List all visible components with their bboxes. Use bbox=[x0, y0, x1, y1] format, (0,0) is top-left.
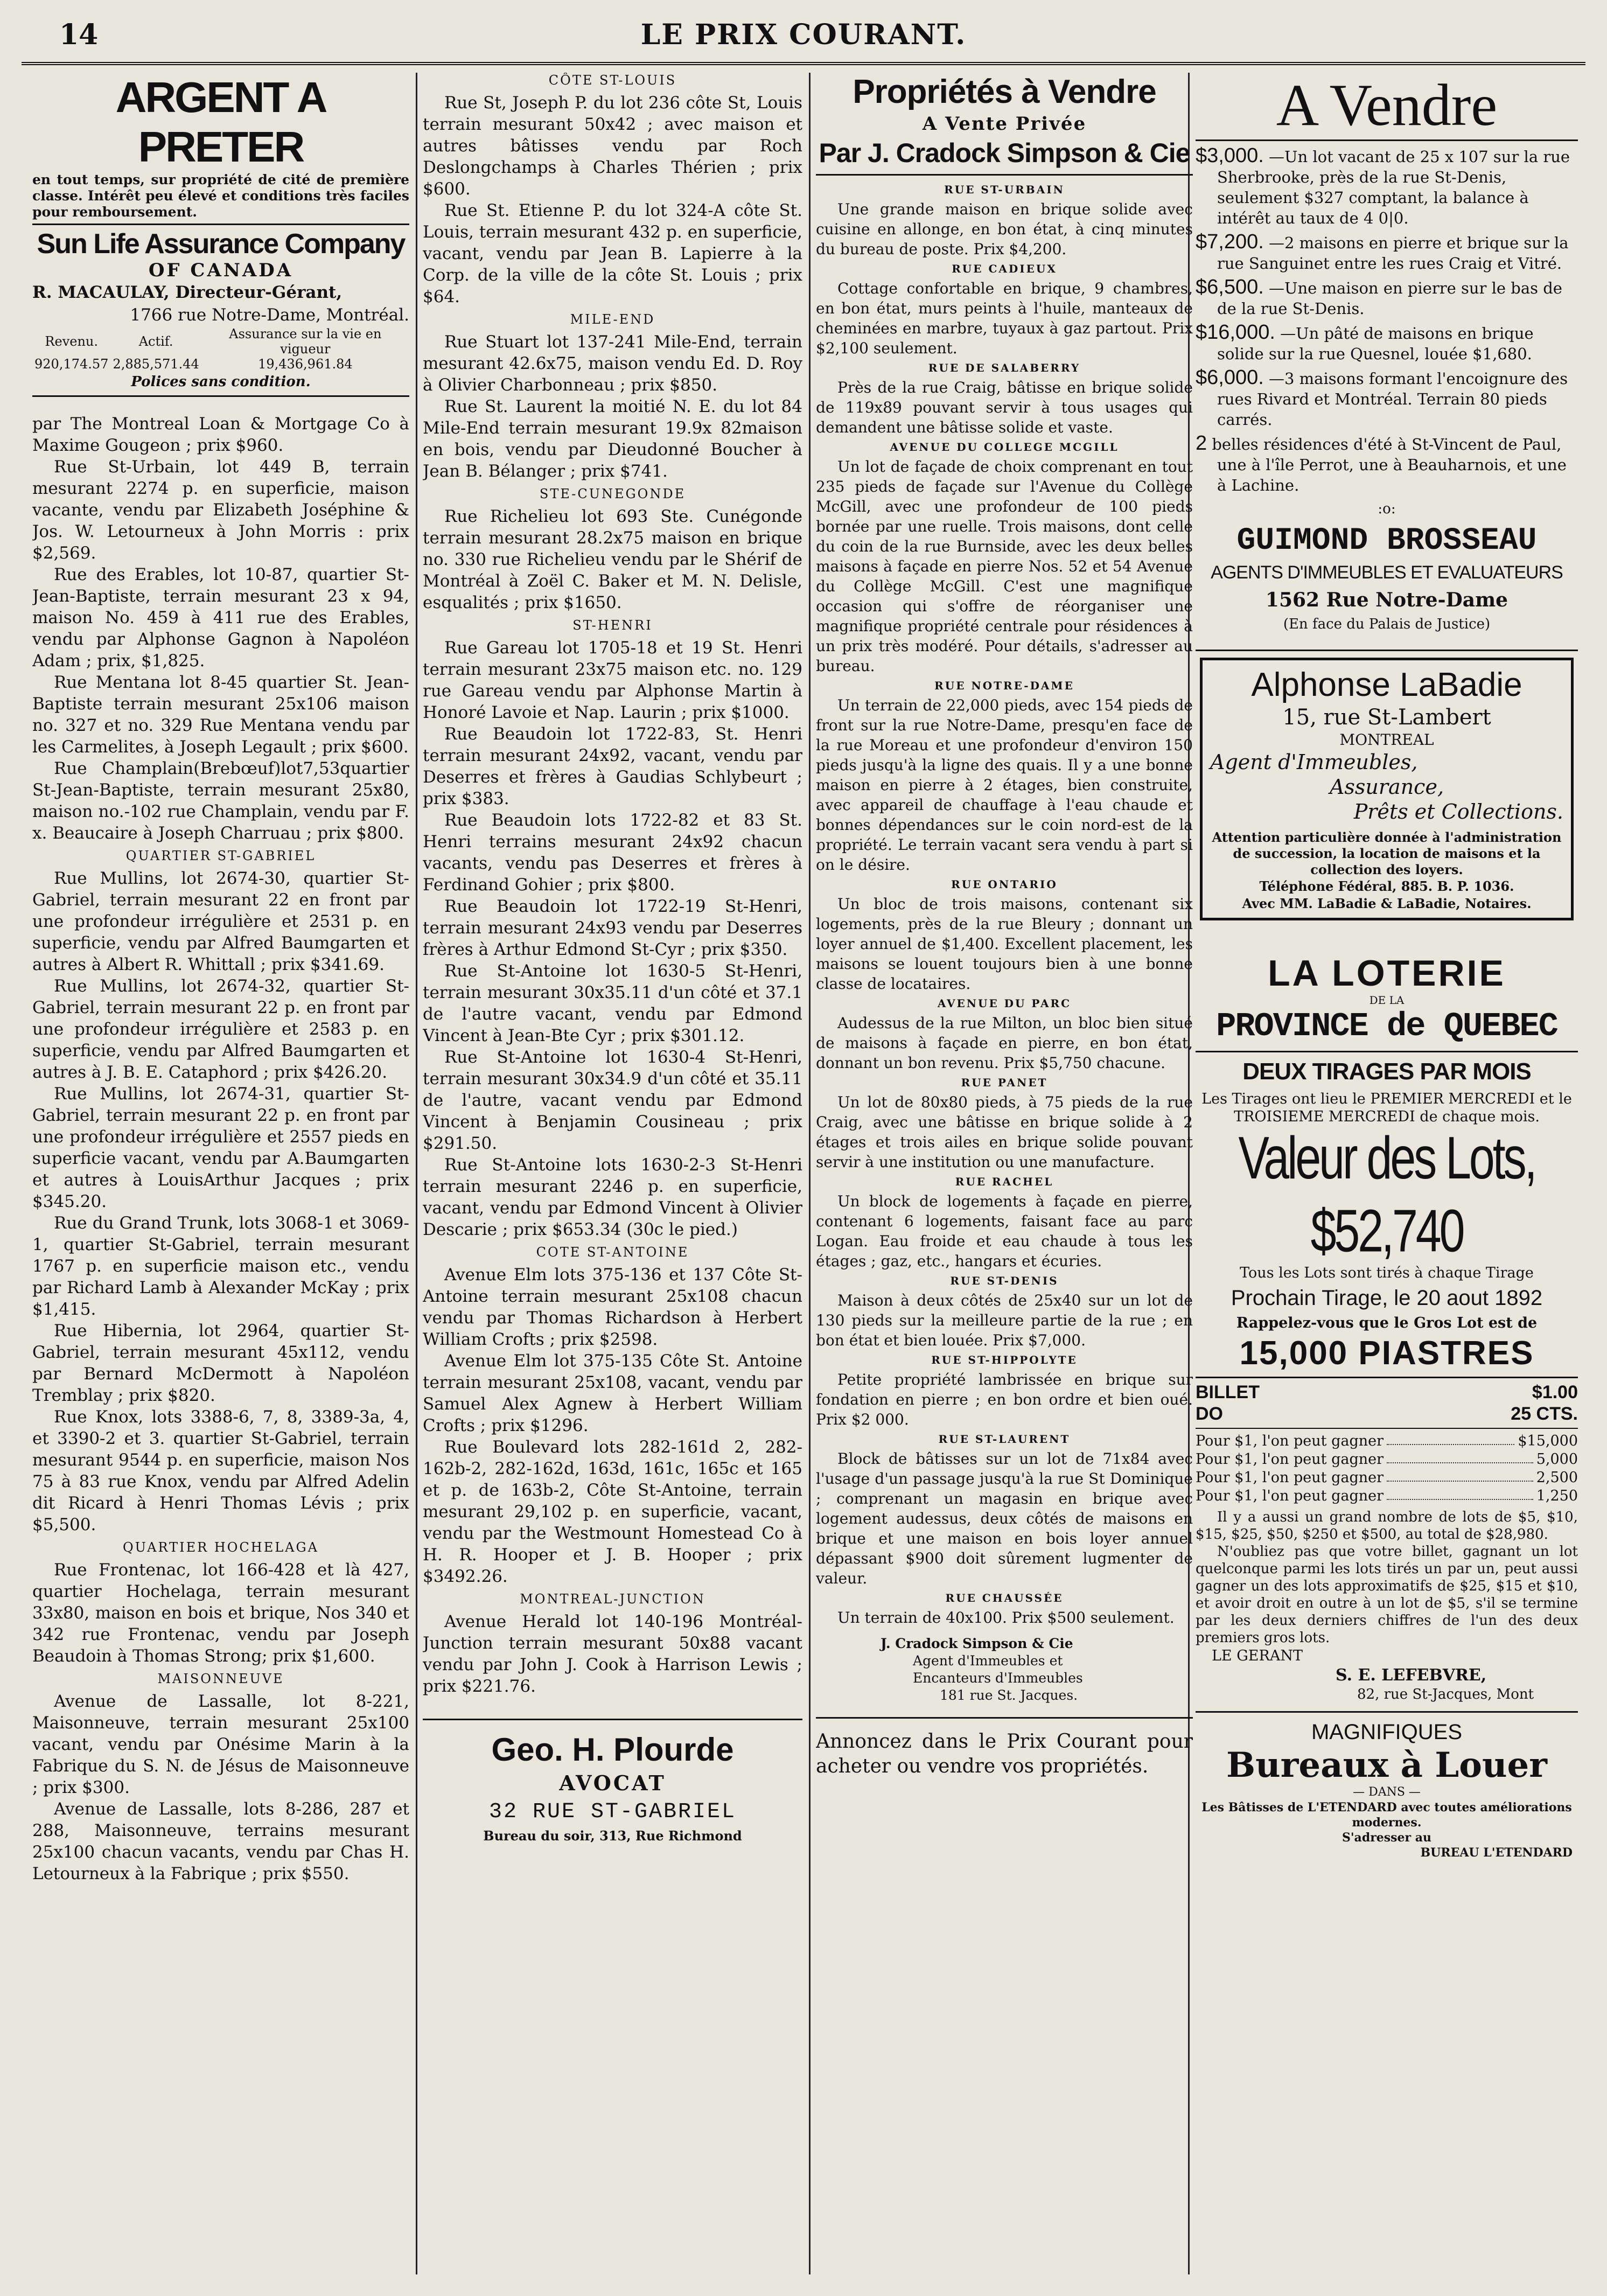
gerant-label: LE GERANT bbox=[1212, 1648, 1303, 1664]
section-heading: MONTREAL-JUNCTION bbox=[520, 1592, 705, 1607]
bureaux-ad bbox=[1196, 1711, 1578, 1866]
leader-dots bbox=[1387, 1469, 1533, 1482]
listing-price: 2 bbox=[1196, 432, 1207, 455]
listing-price: $7,200. bbox=[1196, 231, 1264, 253]
annonce-text: Annoncez dans le Prix Courant pour acheter ou vendre vos propriétés. bbox=[816, 1730, 1193, 1777]
ad-rule bbox=[423, 1719, 802, 1720]
properties-subtitle: A Vente Privée bbox=[922, 113, 1087, 135]
title-rule bbox=[1196, 139, 1578, 141]
gain-label: Pour $1, l'on peut gagner bbox=[1196, 1433, 1384, 1449]
labadie-notaries: Avec MM. LaBadie & LaBadie, Notaires. bbox=[1242, 896, 1532, 911]
article-paragraph: par The Montreal Loan & Mortgage Co à Maxime Gougeon ; prix $960. bbox=[32, 414, 409, 455]
sale-listing bbox=[1196, 145, 1578, 228]
listing-text: —3 maisons formant l'encoignure des rues Rivard et Montréal. Terrain 80 pieds carrés. bbox=[1217, 369, 1568, 429]
ad-office: Bureau du soir, 313, Rue Richmond bbox=[483, 1828, 742, 1844]
property-description: Un lot de 80x80 pieds, à 75 pieds de la rue Craig, avec une bâtisse en brique solide à 2 étages et trois ailes en brique solide pouvant servir à une institution ou une manufacture. bbox=[816, 1093, 1193, 1171]
ad-rule bbox=[1196, 650, 1578, 651]
company-figures-table bbox=[32, 326, 409, 372]
gerant-address: 82, rue St-Jacques, Mont bbox=[1357, 1686, 1534, 1702]
page-header bbox=[22, 11, 1585, 65]
listing-price: $6,500. bbox=[1196, 276, 1264, 298]
section-heading: MAISONNEUVE bbox=[157, 1671, 284, 1686]
article-paragraph: Rue Gareau lot 1705-18 et 19 St. Henri terrain mesurant 23x75 maison etc. no. 129 rue Gareau vendu par Alphonse Martin à Honoré Lavoie et Nap. Laurin ; prix $1000. bbox=[423, 638, 802, 722]
leader-dots bbox=[1387, 1487, 1533, 1500]
sale-listing bbox=[1196, 277, 1578, 319]
property-description: Block de bâtisses sur un lot de 71x84 avec l'usage d'un passage jusqu'à la rue St Dominique ; comprenant un magasin en brique avec logement audessus, deux côtés de maisons en brique et une maison en bois loyer annuel dépassant $900 doit sûrement lugmenter de valeur. bbox=[816, 1450, 1193, 1587]
table-cell: 920,174.57 bbox=[34, 357, 109, 372]
labadie-city: MONTREAL bbox=[1339, 731, 1434, 749]
guimond-ad bbox=[1196, 522, 1578, 633]
property-description: Audessus de la rue Milton, un bloc bien situé de maisons à façade en pierre, en bon état, donnant un bon revenu. Prix $5,750 chacune. bbox=[816, 1014, 1193, 1072]
signature-block bbox=[881, 1635, 1193, 1704]
properties-agent: Par J. Cradock Simpson & Cie bbox=[819, 138, 1190, 168]
gain-amount: 1,250 bbox=[1536, 1488, 1578, 1504]
gains-list bbox=[1196, 1432, 1578, 1505]
ad-title: AVOCAT bbox=[559, 1771, 666, 1795]
listing-text: —Un pâté de maisons en brique solide sur la rue Quesnel, louée $1,680. bbox=[1217, 324, 1534, 363]
article-paragraph: Avenue de Lassalle, lots 8-286, 287 et 288, Maisonneuve, terrains mesurant 25x100 chacun vacants, vendu par Chas H. Letourneux à la Fabrique ; prix $550. bbox=[32, 1799, 409, 1883]
street-heading: RUE ST-URBAIN bbox=[944, 183, 1065, 196]
plourde-ad bbox=[423, 1731, 802, 1845]
company-name: Sun Life Assurance Company bbox=[37, 228, 405, 260]
guimond-note: (En face du Palais de Justice) bbox=[1283, 616, 1491, 632]
property-listings bbox=[816, 183, 1193, 1628]
company-director: R. MACAULAY, Directeur-Gérant, bbox=[32, 283, 343, 302]
ad-address: 32 RUE ST-GABRIEL bbox=[488, 1800, 737, 1824]
signature-line: J. Cradock Simpson & Cie bbox=[881, 1636, 1073, 1651]
billet-price: 25 CTS. bbox=[1511, 1404, 1578, 1424]
article-paragraph: Avenue Herald lot 140-196 Montréal-Junction terrain mesurant 50x88 vacant vendu par John J. Cook à Harrison Lewis ; prix $221.76. bbox=[423, 1612, 802, 1696]
gain-amount: 2,500 bbox=[1536, 1469, 1578, 1486]
street-heading: AVENUE DU COLLEGE MCGILL bbox=[890, 441, 1119, 453]
article-paragraph: Avenue Elm lots 375-136 et 137 Côte St-Antoine terrain mesurant 25x108 chacun vendu par Thomas Richardson à Herbert William Crofts ; prix $2598. bbox=[423, 1265, 802, 1349]
billet-label: BILLET bbox=[1196, 1382, 1260, 1402]
separator: :o: bbox=[1378, 501, 1396, 517]
company-country: OF CANADA bbox=[148, 260, 294, 281]
article-paragraph: Rue Champlain(Brebœuf)lot7,53quartier St-Jean-Baptiste, terrain mesurant 25x80, maison no.-102 rue Champlain, vendu par F. x. Beaucaire à Joseph Charruau ; prix $800. bbox=[32, 759, 409, 843]
sale-listing bbox=[1196, 367, 1578, 430]
article-paragraph: Rue St-Urbain, lot 449 B, terrain mesurant 2274 p. en superficie, maison vacante, vendu par Elizabeth Joséphine & Jos. W. Letourneux à John Morris : prix $2,569. bbox=[32, 457, 409, 563]
labadie-note: Attention particulière donnée à l'administration de succession, la location de maisons et la collection des loyers. bbox=[1212, 829, 1562, 877]
ad-rule bbox=[816, 1717, 1193, 1719]
column-4 bbox=[1196, 73, 1578, 2274]
loterie-province: PROVINCE de QUEBEC bbox=[1216, 1007, 1557, 1045]
street-heading: RUE RACHEL bbox=[955, 1175, 1054, 1188]
column-divider bbox=[416, 73, 417, 2274]
gain-label: Pour $1, l'on peut gagner bbox=[1196, 1469, 1384, 1486]
section-heading: QUARTIER HOCHELAGA bbox=[122, 1540, 319, 1555]
street-heading: RUE ONTARIO bbox=[951, 878, 1058, 891]
guimond-name: GUIMOND BROSSEAU bbox=[1236, 524, 1537, 559]
article-paragraph: Rue Mullins, lot 2674-30, quartier St-Gabriel, terrain mesurant 22 en front par une profondeur irrégulière et 2531 p. en superficie, vendu par Alfred Baumgarten et autres à Albert R. Whittall ; prix $341.69. bbox=[32, 869, 409, 974]
section-heading: CÔTE ST-LOUIS bbox=[548, 73, 677, 88]
ad-name: Geo. H. Plourde bbox=[491, 1732, 734, 1768]
property-description: Un block de logements à façade en pierre, contenant 6 logements, faisant face au parc Logan. Eau froide et eau chaude à tous les étages ; gaz, etc., hangars et écuries. bbox=[816, 1192, 1193, 1270]
property-description: Un terrain de 40x100. Prix $500 seulement. bbox=[837, 1609, 1175, 1627]
sale-listing bbox=[1196, 433, 1578, 496]
article-paragraph: Rue Mullins, lot 2674-32, quartier St-Gabriel, terrain mesurant 22 p. en front par une profondeur irrégulière et 2583 p. en superficie, vendu par Alfred Baumgarten et autres à J. B. E. Cataphord ; prix $426.20. bbox=[32, 976, 409, 1082]
loterie-valeur: Valeur des Lots, $52,740 bbox=[1238, 1125, 1535, 1265]
street-heading: RUE NOTRE-DAME bbox=[934, 679, 1074, 692]
article-paragraph: Avenue Elm lot 375-135 Côte St. Antoine terrain mesurant 25x108, vacant, vendu par Samuel Alex Agnew à Herbert William Crofts ; prix $1296. bbox=[423, 1351, 802, 1435]
loterie-de-la: DE LA bbox=[1369, 994, 1405, 1007]
article-paragraph: Rue Mentana lot 8-45 quartier St. Jean-Baptiste terrain mesurant 25x106 maison no. 327 et no. 329 Rue Mentana vendu par les Carmelites, à Joseph Legault ; prix $600. bbox=[32, 673, 409, 757]
street-heading: RUE ST-LAURENT bbox=[938, 1433, 1071, 1446]
property-description: Maison à deux côtés de 25x40 sur un lot de 130 pieds sur la meilleure partie de la rue ; en bon état et bien louée. Prix $7,000. bbox=[816, 1292, 1193, 1349]
table-header: Assurance sur la vie en vigueur bbox=[229, 326, 382, 357]
article-paragraph: Rue St. Etienne P. du lot 324-A côte St. Louis, terrain mesurant 432 p. en superficie, vacant, vendu par Jean B. Lapierre à la Corp. de la ville de la côte St. Louis ; prix $64. bbox=[423, 201, 802, 306]
labadie-telephone: Téléphone Fédéral, 885. B. P. 1036. bbox=[1259, 878, 1514, 894]
property-description: Cottage confortable en brique, 9 chambres, en bon état, murs peints à l'huile, manteaux de cheminées en marbre, tuyaux à gaz partout. Prix $2,100 seulement. bbox=[816, 280, 1193, 357]
column-2 bbox=[423, 73, 802, 2274]
article-paragraph: Rue St, Joseph P. du lot 236 côte St, Louis terrain mesurant 50x42 ; avec maison et autres bâtisses vendu par Roch Deslongchamps à Charles Thérien ; prix $600. bbox=[423, 93, 802, 199]
guimond-sub: AGENTS D'IMMEUBLES ET EVALUATEURS bbox=[1211, 562, 1563, 583]
a-vendre-title: A Vendre bbox=[1276, 73, 1498, 138]
street-heading: AVENUE DU PARC bbox=[937, 997, 1072, 1010]
listing-text: —2 maisons en pierre et brique sur la rue Sanguinet entre les rues Craig et Vitré. bbox=[1217, 234, 1569, 273]
article-paragraph: Rue Beaudoin lot 1722-19 St-Henri, terrain mesurant 24x93 vendu par Deserres frères à Arthur Edmond St-Cyr ; prix $350. bbox=[423, 897, 802, 959]
loterie-text: Les Tirages ont lieu le PREMIER MERCREDI et le TROISIEME MERCREDI de chaque mois. bbox=[1201, 1091, 1572, 1125]
ad-rule bbox=[1196, 1377, 1578, 1378]
ad-rule bbox=[1196, 1428, 1578, 1429]
listing-text: —Une maison en pierre sur le bas de de la rue St-Denis. bbox=[1217, 279, 1562, 318]
table-cell: 2,885,571.44 bbox=[113, 357, 199, 372]
labadie-line: Prêts et Collections. bbox=[1353, 800, 1563, 824]
street-heading: RUE PANET bbox=[961, 1076, 1048, 1089]
listing-price: $16,000. bbox=[1196, 321, 1275, 344]
company-address: 1766 rue Notre-Dame, Montréal. bbox=[130, 305, 409, 325]
loterie-ad bbox=[1196, 953, 1578, 1704]
leader-dots bbox=[1387, 1432, 1514, 1445]
labadie-name: Alphonse LaBadie bbox=[1251, 666, 1522, 703]
loterie-deux-tirages: DEUX TIRAGES PAR MOIS bbox=[1242, 1058, 1531, 1085]
sale-listing bbox=[1196, 232, 1578, 274]
bureaux-bureau: BUREAU L'ETENDARD bbox=[1420, 1846, 1573, 1860]
signature-line: Encanteurs d'Immeubles bbox=[913, 1670, 1083, 1686]
article-paragraph: Rue Boulevard lots 282-161d 2, 282-162b-2, 282-162d, 163d, 161c, 165c et 165 et p. de 163b-2, Côte St-Antoine, terrain mesurant 29,102 p. en superficie, vacant, vendu par the Westmount Homestead Co à H. R. Hooper et J. B. Hooper ; prix $3492.26. bbox=[423, 1437, 802, 1586]
page-number: 14 bbox=[59, 18, 99, 51]
property-description: Petite propriété lambrissée en brique sur fondation en pierre ; en bon ordre et bien oué. Prix $2 000. bbox=[816, 1371, 1193, 1428]
bureaux-adresser: S'adresser au bbox=[1342, 1831, 1432, 1845]
loterie-title: LA LOTERIE bbox=[1268, 953, 1506, 994]
guimond-address: 1562 Rue Notre-Dame bbox=[1265, 589, 1508, 611]
article-paragraph: Rue des Erables, lot 10-87, quartier St-Jean-Baptiste, terrain mesurant 23 x 94, maison No. 459 à 411 rue des Erables, vendu par Alphonse Gagnon à Napoléon Adam ; prix, $1,825. bbox=[32, 565, 409, 671]
article-paragraph: Rue Stuart lot 137-241 Mile-End, terrain mesurant 42.6x75, maison vendu Ed. D. Roy à Olivier Charbonneau ; prix $850. bbox=[423, 332, 802, 395]
article-paragraph: Rue Hibernia, lot 2964, quartier St-Gabriel, terrain mesurant 45x112, vendu par Bernard McDermott à Napoléon Tremblay ; prix $820. bbox=[32, 1321, 409, 1405]
bureaux-text: Les Bâtisses de L'ETENDARD avec toutes améliorations modernes. bbox=[1201, 1800, 1572, 1830]
billet-row bbox=[1196, 1403, 1578, 1425]
loterie-tous: Tous les Lots sont tirés à chaque Tirage bbox=[1240, 1265, 1534, 1281]
billet-row bbox=[1196, 1381, 1578, 1403]
labadie-line: Agent d'Immeubles, bbox=[1210, 750, 1418, 774]
bureaux-title: Bureaux à Louer bbox=[1226, 1745, 1547, 1785]
table-cell: 19,436,961.84 bbox=[258, 357, 353, 372]
listing-text: belles résidences d'été à St-Vincent de Paul, une à l'île Perrot, une à Beauharnois, et une à Lachine. bbox=[1212, 435, 1567, 494]
section-heading: STE-CUNEGONDE bbox=[539, 486, 686, 501]
gerant-name: S. E. LEFEBVRE, bbox=[1336, 1666, 1487, 1685]
labadie-address: 15, rue St-Lambert bbox=[1282, 705, 1491, 730]
bureaux-magnifiques: MAGNIFIQUES bbox=[1311, 1720, 1463, 1744]
section-heading: MILE-END bbox=[570, 312, 655, 327]
street-heading: RUE CADIEUX bbox=[952, 262, 1057, 275]
street-heading: RUE ST-DENIS bbox=[950, 1274, 1059, 1287]
sun-life-ad bbox=[32, 73, 409, 397]
ad-title: ARGENT A PRETER bbox=[115, 73, 326, 171]
article-paragraph: Rue Richelieu lot 693 Ste. Cunégonde terrain mesurant 28.2x75 maison en brique no. 330 rue Richelieu vendu par le Shérif de Montréal à Zoël C. Baker et M. N. Delisle, esqualités ; prix $1650. bbox=[423, 507, 802, 612]
ad-rule bbox=[1196, 1051, 1578, 1052]
loterie-aussi: Il y a aussi un grand nombre de lots de $5, $10, $15, $25, $50, $250 et $500, au total de $28,980. bbox=[1196, 1509, 1578, 1543]
article-paragraph: Rue St-Antoine lot 1630-4 St-Henri, terrain mesurant 30x34.9 d'un côté et 35.11 de l'autre, vacant vendu par Edmond Vincent à Benjamin Cousineau ; prix $291.50. bbox=[423, 1048, 802, 1153]
article-paragraph: Rue du Grand Trunk, lots 3068-1 et 3069-1, quartier St-Gabriel, terrain mesurant 1767 p. en superficie maison etc., vendu par Richard Lamb à Alexander McKay ; prix $1,415. bbox=[32, 1213, 409, 1319]
article-paragraph: Rue St. Laurent la moitié N. E. du lot 84 Mile-End terrain mesurant 19.9x 82maison en bois, vendu par Dieudonné Boucher à Jean B. Bélanger ; prix $741. bbox=[423, 397, 802, 481]
gain-row bbox=[1196, 1469, 1578, 1487]
ad-rule bbox=[32, 224, 409, 225]
article-paragraph: Rue Knox, lots 3388-6, 7, 8, 3389-3a, 4, et 3390-2 et 3. quartier St-Gabriel, terrain mesurant 9544 p. en superficie, maison Nos 75 à 83 rue Knox, vendu par Alfred Adelin dit Ricard à Henri Thomas Lévis ; prix $5,500. bbox=[32, 1407, 409, 1534]
sale-listings bbox=[1196, 145, 1578, 496]
column-3 bbox=[816, 73, 1193, 2274]
billet-prices bbox=[1196, 1381, 1578, 1425]
section-heading: ST-HENRI bbox=[572, 618, 653, 633]
column-1 bbox=[32, 73, 409, 2274]
table-header: Revenu. bbox=[45, 334, 98, 349]
property-description: Un bloc de trois maisons, contenant six logements, près de la rue Bleury ; donnant un loyer annuel de $1,400. Excellent placement, les maisons se louent toujours bien à une bonne classe de locataires. bbox=[816, 895, 1193, 993]
signature-line: Agent d'Immeubles et bbox=[913, 1653, 1063, 1669]
gain-row bbox=[1196, 1432, 1578, 1450]
section-heading: QUARTIER ST-GABRIEL bbox=[125, 848, 316, 863]
gain-label: Pour $1, l'on peut gagner bbox=[1196, 1451, 1384, 1468]
title-rule bbox=[816, 174, 1193, 176]
properties-title: Propriétés à Vendre bbox=[853, 73, 1156, 110]
leader-dots bbox=[1387, 1450, 1533, 1463]
table-header: Actif. bbox=[138, 334, 173, 349]
sale-listing bbox=[1196, 322, 1578, 364]
policies-note: Polices sans condition. bbox=[131, 374, 311, 390]
article-paragraph: Rue Mullins, lot 2674-31, quartier St-Gabriel, terrain mesurant 22 p. en front par une profondeur irrégulière et 2557 pieds en superficie vacant, vendu par A.Baumgarten et autres à LouisArthur Jacques ; prix $345.20. bbox=[32, 1084, 409, 1211]
listing-price: $6,000. bbox=[1196, 366, 1264, 389]
property-description: Un lot de façade de choix comprenant en tout 235 pieds de façade sur l'Avenue du Collège McGill, avec une profondeur de 100 pieds bornée par une ruelle. Trois maisons, dont celle du coin de la rue Burnside, avec les deux belles maisons à façade en pierre Nos. 52 et 54 Avenue du Collège McGill. C'est une magnifique occasion qui s'offre de réorganiser une magnifique propriété centrale pour résidences à un prix très modéré. Pour détails, s'adresser au bureau. bbox=[816, 458, 1193, 675]
signature-line: 181 rue St. Jacques. bbox=[940, 1687, 1078, 1703]
article-paragraph: Rue St-Antoine lot 1630-5 St-Henri, terrain mesurant 30x35.11 d'un côté et 37.1 de l'autre vacant, vendu par Edmond Vincent à Jean-Bte Cyr ; prix $301.12. bbox=[423, 961, 802, 1045]
labadie-line: Assurance, bbox=[1329, 775, 1444, 799]
loterie-prochain: Prochain Tirage, le 20 aout 1892 bbox=[1231, 1286, 1543, 1310]
gain-row bbox=[1196, 1487, 1578, 1505]
newspaper-title: LE PRIX COURANT. bbox=[640, 18, 967, 51]
article-paragraph: Rue Frontenac, lot 166-428 et là 427, quartier Hochelaga, terrain mesurant 33x80, maison en bois et brique, Nos 340 et 342 rue Frontenac, vendu par Joseph Beaudoin à Thomas Strong; prix $1,600. bbox=[32, 1560, 409, 1666]
property-description: Près de la rue Craig, bâtisse en brique solide de 119x89 pouvant servir à tous usages qui demandent une bâtisse solide et vaste. bbox=[816, 379, 1193, 436]
gain-amount: $15,000 bbox=[1518, 1433, 1578, 1449]
bureaux-dans: — DANS — bbox=[1353, 1785, 1421, 1799]
listing-price: $3,000. bbox=[1196, 144, 1264, 167]
article-paragraph: Rue St-Antoine lots 1630-2-3 St-Henri terrain mesurant 2246 p. en superficie, vacant, vendu par Edmond Vincent à Olivier Descarie ; prix $653.34 (30c le pied.) bbox=[423, 1155, 802, 1239]
labadie-ad bbox=[1200, 658, 1574, 920]
street-heading: RUE CHAUSSÉE bbox=[945, 1592, 1064, 1604]
loterie-oubliez: N'oubliez pas que votre billet, gagnant un lot quelconque parmi les lots tirés un par un, peut aussi gagner un des lots approximatifs de $25, $15 et $10, et avoir droit en outre à un lot de $5, s'il se termine par les deux derniers chiffres de l'un des deux premiers gros lots. bbox=[1196, 1544, 1578, 1646]
street-heading: RUE ST-HIPPOLYTE bbox=[931, 1353, 1078, 1366]
gain-row bbox=[1196, 1450, 1578, 1469]
billet-label: DO bbox=[1196, 1404, 1223, 1424]
property-description: Une grande maison en brique solide avec cuisine en allonge, en bon état, à cinq minutes du bureau de poste. Prix $4,200. bbox=[816, 200, 1193, 258]
section-heading: COTE ST-ANTOINE bbox=[536, 1245, 689, 1260]
property-description: Un terrain de 22,000 pieds, avec 154 pieds de front sur la rue Notre-Dame, presqu'en face de la rue Moreau et une profondeur d'environ 150 pieds jusqu'à la ligne des quais. Il y a une bonne maison en pierre à 2 étages, bien construite, avec appareil de chauffage à l'eau chaude et bonnes dépendances sur le coin nord-est de la propriété. Le terrain vacant sera vendu à part si on le désire. bbox=[816, 696, 1193, 874]
column-divider bbox=[809, 73, 811, 2274]
listing-text: —Un lot vacant de 25 x 107 sur la rue Sherbrooke, près de la rue St-Denis, seulement $327 comptant, la balance à intérêt au taux de 4 0|0. bbox=[1217, 148, 1570, 227]
loterie-gros-lot: 15,000 PIASTRES bbox=[1239, 1335, 1534, 1372]
gain-label: Pour $1, l'on peut gagner bbox=[1196, 1488, 1384, 1504]
street-heading: RUE DE SALABERRY bbox=[928, 361, 1081, 374]
billet-price: $1.00 bbox=[1532, 1382, 1578, 1402]
article-paragraph: Rue Beaudoin lots 1722-82 et 83 St. Henri terrains mesurant 24x92 chacun vacants, vendu pas Deserres et frères à Ferdinand Gohier ; prix $800. bbox=[423, 811, 802, 895]
article-paragraph: Rue Beaudoin lot 1722-83, St. Henri terrain mesurant 24x92, vacant, vendu par Deserres et frères à Gaudias Schlybeurt ; prix $383. bbox=[423, 724, 802, 808]
loterie-rappel: Rappelez-vous que le Gros Lot est de bbox=[1236, 1315, 1538, 1331]
ad-text: en tout temps, sur propriété de cité de première classe. Intérêt peu élevé et conditions très faciles pour remboursement. bbox=[32, 172, 409, 220]
gain-amount: 5,000 bbox=[1536, 1451, 1578, 1468]
article-paragraph: Avenue de Lassalle, lot 8-221, Maisonneuve, terrain mesurant 25x100 vacant, vendu par Onésime Marin à la Fabrique du S. N. de Jésus de Maisonneuve ; prix $300. bbox=[32, 1692, 409, 1797]
